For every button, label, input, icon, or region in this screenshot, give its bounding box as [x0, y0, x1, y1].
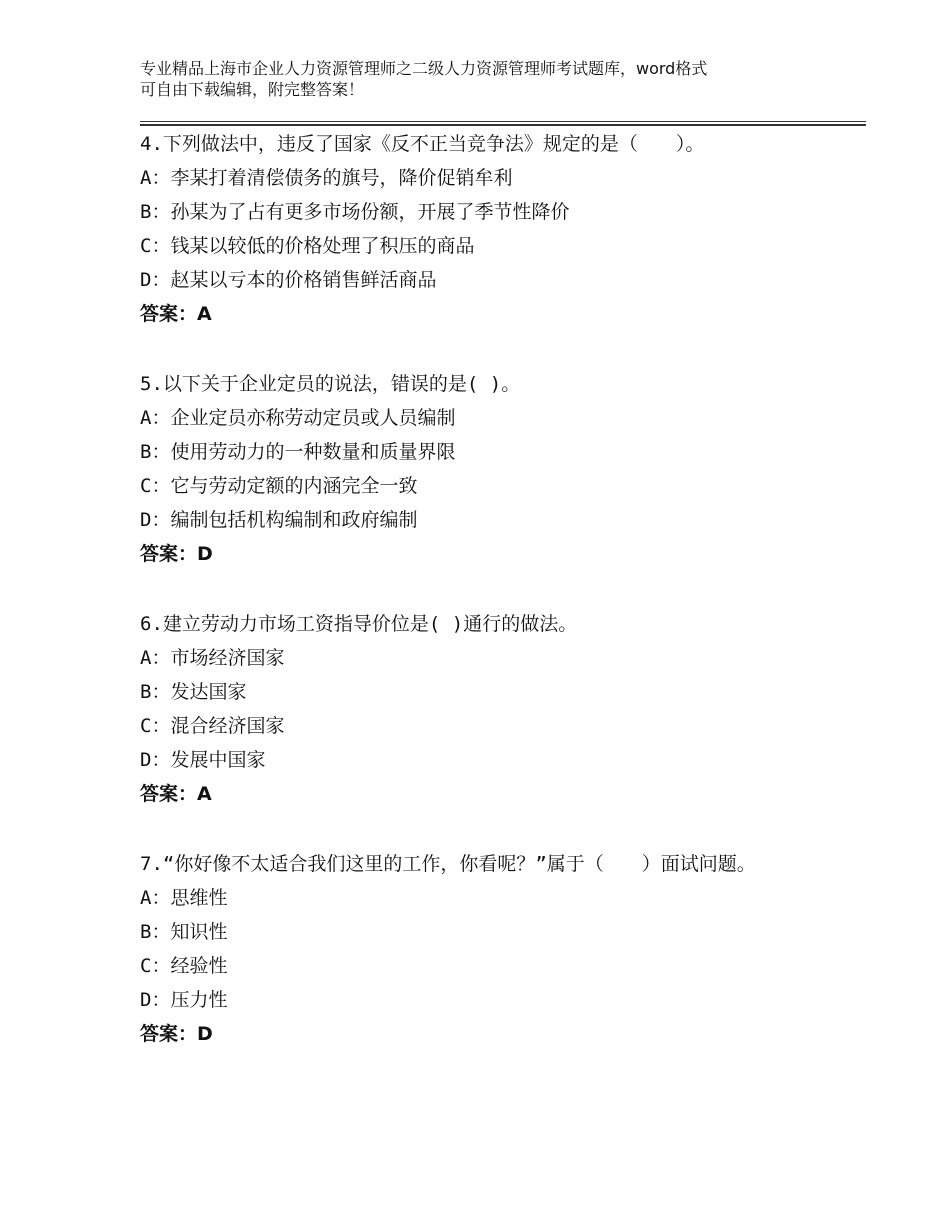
question-5: [140, 366, 830, 571]
question-stem: 5.以下关于企业定员的说法，错误的是( )。: [140, 373, 521, 395]
option-b: B：发达国家: [140, 681, 247, 703]
spacer: [140, 331, 830, 366]
question-4: [140, 126, 830, 331]
question-list: [140, 126, 830, 1051]
option-c: C：混合经济国家: [140, 715, 285, 737]
answer-label: 答案：D: [140, 543, 213, 565]
header-line-1: 专业精品上海市企业人力资源管理师之二级人力资源管理师考试题库，word格式: [140, 59, 708, 78]
answer-label: 答案：D: [140, 1023, 213, 1045]
option-c: C：它与劳动定额的内涵完全一致: [140, 475, 418, 497]
option-d: D：发展中国家: [140, 749, 266, 771]
question-stem: 4.下列做法中，违反了国家《反不正当竞争法》规定的是（ ）。: [140, 133, 705, 155]
question-7: [140, 846, 830, 1051]
option-d: D：编制包括机构编制和政府编制: [140, 509, 418, 531]
document-header: [140, 58, 820, 100]
option-b: B：知识性: [140, 921, 228, 943]
option-b: B：孙某为了占有更多市场份额，开展了季节性降价: [140, 201, 570, 223]
option-a: A：思维性: [140, 887, 228, 909]
question-6: [140, 606, 830, 811]
option-d: D：压力性: [140, 989, 228, 1011]
option-a: A：李某打着清偿债务的旗号，降价促销牟利: [140, 167, 513, 189]
answer-label: 答案：A: [140, 783, 212, 805]
question-stem: 6.建立劳动力市场工资指导价位是( )通行的做法。: [140, 613, 578, 635]
answer-label: 答案：A: [140, 303, 212, 325]
option-a: A：企业定员亦称劳动定员或人员编制: [140, 407, 456, 429]
option-c: C：经验性: [140, 955, 228, 977]
option-a: A：市场经济国家: [140, 647, 285, 669]
header-line-2: 可自由下载编辑，附完整答案！: [140, 80, 365, 99]
option-c: C：钱某以较低的价格处理了积压的商品: [140, 235, 475, 257]
option-b: B：使用劳动力的一种数量和质量界限: [140, 441, 456, 463]
spacer: [140, 571, 830, 606]
question-stem: 7.“你好像不太适合我们这里的工作，你看呢？”属于（ ）面试问题。: [140, 853, 756, 875]
option-d: D：赵某以亏本的价格销售鲜活商品: [140, 269, 437, 291]
spacer: [140, 811, 830, 846]
